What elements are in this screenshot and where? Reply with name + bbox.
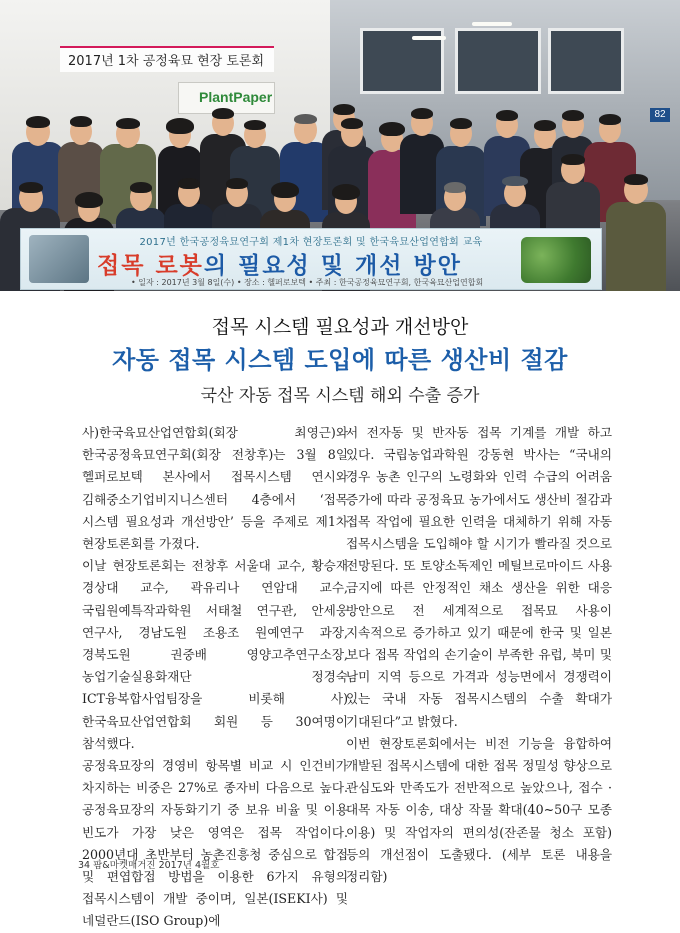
article-headline: 자동 접목 시스템 도입에 따른 생산비 절감 bbox=[112, 346, 568, 374]
company-sign-text: PlantPaper bbox=[199, 89, 273, 105]
seedling-image bbox=[521, 237, 591, 283]
ceiling-light bbox=[472, 22, 512, 26]
banner-details: • 일자 : 2017년 3월 8일(수) • 장소 : 헬퍼로보텍 • 주최 : 한국공정육묘연구회, 한국육묘산업연합회 bbox=[131, 278, 484, 287]
group-photo bbox=[0, 0, 680, 291]
ceiling-light bbox=[412, 36, 446, 40]
article-subhead: 국산 자동 접목 시스템 해외 수출 증가 bbox=[200, 386, 480, 406]
event-banner bbox=[20, 228, 602, 290]
body-paragraph: 이날 현장토론회는 전창후 서울대 교수, 황승재 경상대 교수, 곽유리나 연암대 교수, 국립원예특작과학원 서태철 연구관, 안세웅 연구사, 경남도원 조용조 원예연구 과장, 경북도원 권중배 영양고추연구소장, 농업기술실용화재단 정경숙 ICT융복합사업팀장을 비롯해 사)한국육묘산업연합회 회원 등 30여명이 참석했다. bbox=[82, 558, 348, 751]
page-footer: 34 팜&마켓매거진 2017년 4월호 bbox=[78, 860, 220, 871]
banner-title-b: 의 필요성 및 개선 방안 bbox=[203, 253, 462, 279]
banner-title bbox=[97, 247, 462, 280]
building-window bbox=[548, 28, 624, 94]
banner-title-a: 접목 로봇 bbox=[97, 253, 204, 279]
building-window bbox=[455, 28, 541, 94]
body-paragraph: 서 전자동 및 반자동 접목 기계를 개발 하고 있다. 국립농업과학원 강동현 박사는 “국내의 경우 농촌 인구의 노령화와 인력 수급의 어려움 증가에 따라 공정육묘 농가에서도 생산비 절감과 접목 작업에 필요한 인력을 대체하기 위해 자동 접목시스템을 도입해야 할 시기가 빨라질 것으로 전망된다. 또 토양소독제인 메틸브로마이드 사용 금지에 따른 안정적인 채소 생산을 위한 대응 방안으로 전 세계적으로 접목묘 사용이 지속적으로 증가하고 있기 때문에 한국 및 일본 보다 접목 작업의 손기술이 부족한 유럽, 북미 및 남미 지역 등으로 가격과 성능면에서 경쟁력이 있는 국내 자동 접목시스템의 수출 확대가 기대된다”고 밝혔다. bbox=[346, 425, 612, 729]
body-paragraph: 공정육묘장의 경영비 항목별 비교 시 인건비가 차지하는 비중은 27%로 종자비 다음으로 높다. 공정육묘장의 자동화기기 중 보유 비율 및 이용 빈도가 가장 낮은 영역은 접목 작업이다. 2000년대 초반부터 농촌진흥청 중심으로 합접 및 편엽합접 방법을 이용한 6가지 유형의 접목시스템이 개발 중이며, 일본(ISEKI사) 및 네덜란드(ISO Group)에 bbox=[82, 758, 348, 929]
banner-top-line: 2017년 한국공정육묘연구회 제1차 현장토론회 및 한국육묘산업연합회 교육 bbox=[139, 237, 483, 248]
building-number-badge: 82 bbox=[650, 108, 670, 122]
body-paragraph: 이번 현장토론회에서는 비전 기능을 융합하여 개발된 접목시스템에 대한 접목 정밀성 향상으로 관심도와 만족도가 전반적으로 높았으나, 접수 · 대목 자동 이송, 대상 작물 확대(40~50구 모종 이용) 및 작업자의 편의성(잔존물 청소 포함) 등의 개선점이 도출됐다. (세부 토론 내용을 정리함) bbox=[346, 735, 612, 885]
section-tag: 2017년 1차 공정육묘 현장 토론회 bbox=[60, 46, 274, 72]
body-paragraph: 사)한국육묘산업연합회(회장 최영근)와 한국공정육묘연구회(회장 전창후)는 3월 8일 헬퍼로보텍 본사에서 접목시스템 연시와 김해중소기업비지니스센터 4층에서 ‘접목 시스템 필요성과 개선방안’ 등을 주제로 제1차 현장토론회를 가졌다. bbox=[82, 425, 348, 552]
body-column-right bbox=[346, 422, 612, 888]
article-kicker: 접목 시스템 필요성과 개선방안 bbox=[211, 316, 469, 338]
